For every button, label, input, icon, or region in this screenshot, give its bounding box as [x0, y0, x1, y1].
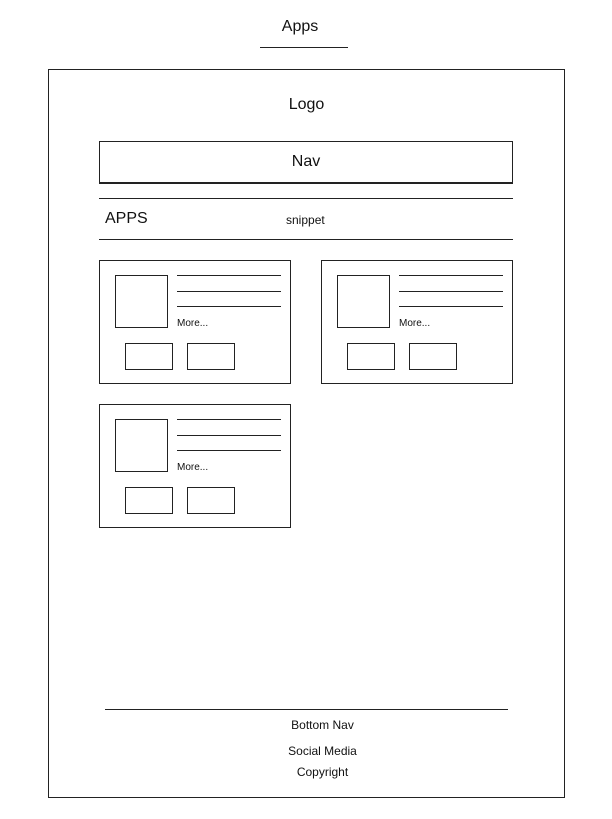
text-line	[177, 275, 281, 276]
app-action-button-1[interactable]	[125, 487, 173, 514]
section-title: APPS	[105, 210, 148, 227]
more-link[interactable]: More...	[399, 318, 431, 329]
app-action-button-2[interactable]	[409, 343, 457, 370]
app-thumbnail[interactable]	[337, 275, 390, 328]
footer-copyright: Copyright	[296, 765, 349, 779]
more-link[interactable]: More...	[177, 462, 209, 473]
nav-label: Nav	[291, 153, 321, 170]
text-line	[177, 450, 281, 451]
more-link[interactable]: More...	[177, 318, 209, 329]
text-line	[177, 291, 281, 292]
text-line	[177, 419, 281, 420]
section-divider-top	[99, 198, 513, 199]
text-line	[399, 306, 503, 307]
app-action-button-1[interactable]	[347, 343, 395, 370]
footer-divider	[105, 709, 508, 710]
section-snippet: snippet	[286, 213, 325, 227]
text-line	[399, 275, 503, 276]
app-card[interactable]	[99, 404, 291, 528]
page-title-underline	[260, 47, 348, 48]
text-line	[177, 435, 281, 436]
app-thumbnail[interactable]	[115, 419, 168, 472]
footer-social-media[interactable]: Social Media	[288, 744, 357, 758]
app-action-button-2[interactable]	[187, 487, 235, 514]
footer-bottom-nav[interactable]: Bottom Nav	[291, 718, 354, 732]
app-action-button-2[interactable]	[187, 343, 235, 370]
section-divider-bottom	[99, 239, 513, 240]
app-action-button-1[interactable]	[125, 343, 173, 370]
app-card[interactable]	[99, 260, 291, 384]
page-title: Apps	[281, 18, 319, 35]
app-card[interactable]	[321, 260, 513, 384]
app-thumbnail[interactable]	[115, 275, 168, 328]
logo[interactable]: Logo	[288, 96, 325, 113]
nav-bar[interactable]	[99, 141, 513, 184]
text-line	[399, 291, 503, 292]
text-line	[177, 306, 281, 307]
